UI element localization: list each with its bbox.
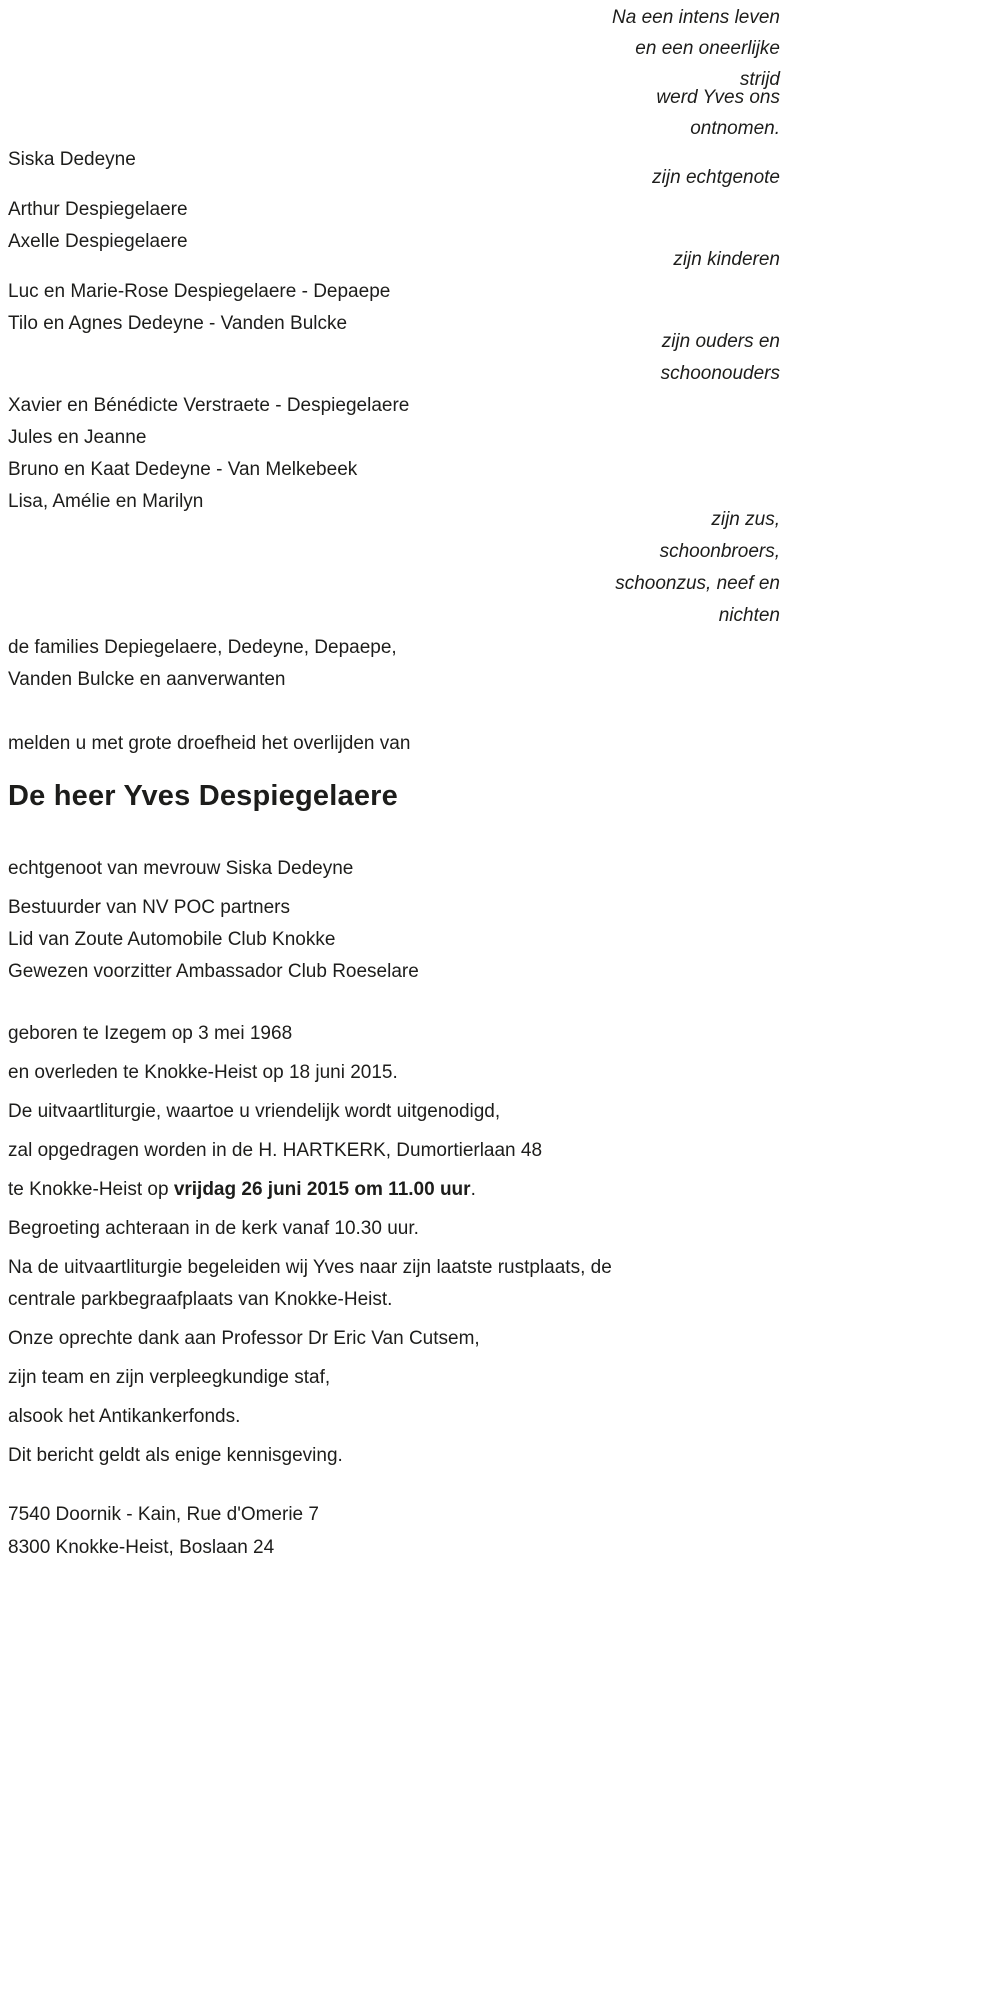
- family-group-children: [8, 194, 780, 276]
- title-line: Lid van Zoute Automobile Club Knokke: [8, 929, 336, 950]
- body-line: [8, 1179, 476, 1200]
- body-paragraph: [8, 1362, 780, 1394]
- relation-line: schoonouders: [660, 363, 780, 384]
- body-paragraph: [8, 1096, 780, 1128]
- service-suffix: .: [470, 1179, 476, 1200]
- family-group-siblings: [8, 390, 780, 632]
- body-line: De uitvaartliturgie, waartoe u vriendelijk wordt uitgenodigd,: [8, 1101, 501, 1122]
- relation-line: zijn zus,: [711, 509, 780, 530]
- obituary-content: [8, 2, 780, 1564]
- service-datetime-bold: vrijdag 26 juni 2015 om 11.00 uur: [173, 1179, 471, 1200]
- deceased-name-heading: De heer Yves Despiegelaere: [8, 780, 398, 812]
- body-line: zal opgedragen worden in de H. HARTKERK, Dumortierlaan 48: [8, 1140, 543, 1161]
- body-line: centrale parkbegraafplaats van Knokke-Heist.: [8, 1289, 393, 1310]
- body-paragraph: [8, 1018, 780, 1050]
- announcement-line: melden u met grote droefheid het overlijden van: [8, 733, 411, 754]
- families-note: [8, 632, 780, 696]
- name-line: Lisa, Amélie en Marilyn: [8, 491, 204, 512]
- relation-line: schoonbroers,: [659, 541, 780, 562]
- body-paragraph: [8, 1213, 780, 1245]
- body-paragraph: [8, 1401, 780, 1433]
- service-prefix: te Knokke-Heist op: [8, 1179, 174, 1200]
- body-paragraph: [8, 1440, 780, 1472]
- name-line: Luc en Marie-Rose Despiegelaere - Depaepe: [8, 281, 391, 302]
- family-group-parents: [8, 276, 780, 390]
- relation-line: schoonzus, neef en: [615, 573, 780, 594]
- epigraph-stanza-2: [8, 82, 780, 144]
- name-line: Jules en Jeanne: [8, 427, 147, 448]
- name-line: Siska Dedeyne: [8, 149, 136, 170]
- relation-line: zijn kinderen: [673, 249, 780, 270]
- spouse-line: echtgenoot van mevrouw Siska Dedeyne: [8, 858, 354, 879]
- name-line: Xavier en Bénédicte Verstraete - Despiegelaere: [8, 395, 410, 416]
- epigraph-line: en een oneerlijke: [635, 38, 780, 59]
- body-line: Dit bericht geldt als enige kennisgeving.: [8, 1445, 343, 1466]
- body-paragraph: [8, 1057, 780, 1089]
- name-line: Bruno en Kaat Dedeyne - Van Melkebeek: [8, 459, 358, 480]
- service-datetime-paragraph: [8, 1174, 780, 1206]
- relation-line: zijn ouders en: [661, 331, 780, 352]
- body-paragraph: [8, 1252, 780, 1316]
- family-names: [8, 390, 780, 518]
- addresses-block: [8, 1498, 780, 1564]
- families-note-line: de families Depiegelaere, Dedeyne, Depaepe,: [8, 637, 397, 658]
- body-line: Begroeting achteraan in de kerk vanaf 10.30 uur.: [8, 1218, 419, 1239]
- titles-list: [8, 892, 780, 988]
- relation-line: nichten: [718, 605, 780, 626]
- name-line: Arthur Despiegelaere: [8, 199, 188, 220]
- epigraph: [8, 2, 780, 144]
- epigraph-line: Na een intens leven: [612, 7, 780, 28]
- body-section: [8, 1018, 780, 1472]
- family-group-spouse: [8, 144, 780, 194]
- epigraph-line: werd Yves ons: [656, 87, 780, 108]
- address-line: 7540 Doornik - Kain, Rue d'Omerie 7: [8, 1504, 319, 1525]
- body-line: zijn team en zijn verpleegkundige staf,: [8, 1367, 331, 1388]
- body-paragraph: [8, 1323, 780, 1355]
- relation-label: [8, 504, 780, 632]
- body-line: Na de uitvaartliturgie begeleiden wij Yves naar zijn laatste rustplaats, de: [8, 1257, 612, 1278]
- name-line: Axelle Despiegelaere: [8, 231, 188, 252]
- relation-line: zijn echtgenote: [652, 167, 780, 188]
- name-line: Tilo en Agnes Dedeyne - Vanden Bulcke: [8, 313, 348, 334]
- families-note-line: Vanden Bulcke en aanverwanten: [8, 669, 286, 690]
- epigraph-line: ontnomen.: [690, 118, 780, 139]
- title-line: Bestuurder van NV POC partners: [8, 897, 290, 918]
- title-line: Gewezen voorzitter Ambassador Club Roeselare: [8, 961, 419, 982]
- epigraph-line: strijd: [739, 69, 780, 90]
- body-line: en overleden te Knokke-Heist op 18 juni 2015.: [8, 1062, 398, 1083]
- address-line: 8300 Knokke-Heist, Boslaan 24: [8, 1537, 275, 1558]
- body-line: Onze oprechte dank aan Professor Dr Eric Van Cutsem,: [8, 1328, 480, 1349]
- body-line: alsook het Antikankerfonds.: [8, 1406, 241, 1427]
- body-paragraph: [8, 1135, 780, 1167]
- body-line: geboren te Izegem op 3 mei 1968: [8, 1023, 293, 1044]
